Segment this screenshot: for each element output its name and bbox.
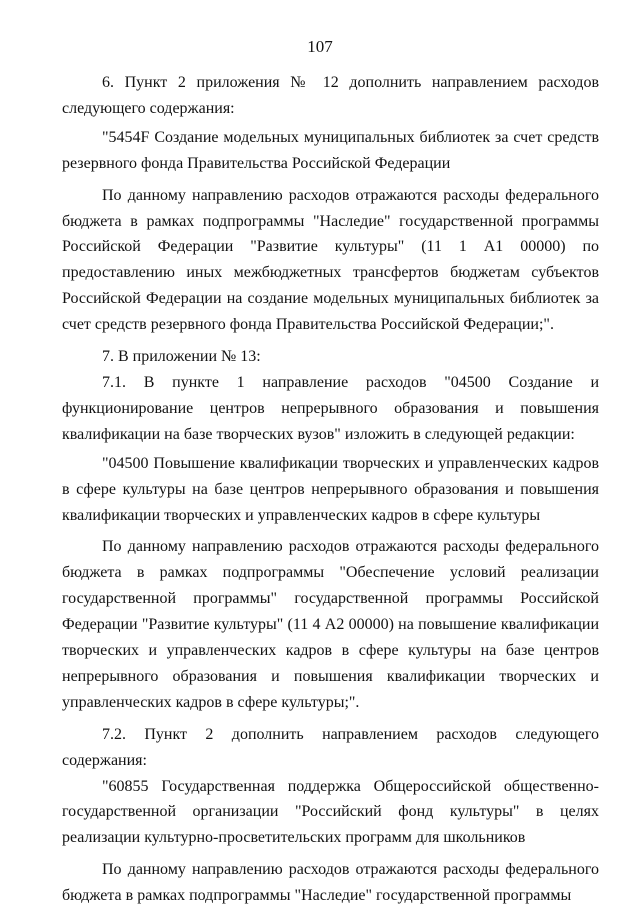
paragraph-item-7-2: 7.2. Пункт 2 дополнить направлением расходов следующего содержания: bbox=[62, 725, 599, 769]
paragraph-04500-description: По данному направлению расходов отражаются расходы федерального бюджета в рамках подпрограммы "Обеспечение условий реализации государственной программы" государственной программы Российской Федерации "Развитие культуры" (11 4 А2 00000) на повышение квалификации творческих и управленческих кадров в сфере культуры на базе центров непрерывного образования и повышения квалификации творческих и управленческих кадров в сфере культуры;". bbox=[62, 538, 599, 711]
paragraph-5454f-title: "5454F Создание модельных муниципальных библиотек за счет средств резервного фонда Правительства Российской Федерации bbox=[62, 128, 599, 172]
paragraph-5454f-description: По данному направлению расходов отражаются расходы федерального бюджета в рамках подпрограммы "Наследие" государственной программы Российской Федерации "Развитие культуры" (11 1 А1 00000) по предоставлению иных межбюджетных трансфертов бюджетам субъектов Российской Федерации на создание модельных муниципальных библиотек за счет средств резервного фонда Правительства Российской Федерации;". bbox=[62, 186, 599, 334]
paragraph-60855-title: "60855 Государственная поддержка Общероссийской общественно-государственной организации "Российский фонд культуры" в целях реализации культурно-просветительских программ для школьников bbox=[62, 777, 599, 847]
page-number: 107 bbox=[307, 37, 333, 56]
document-body bbox=[62, 70, 599, 909]
paragraph-item-7-1: 7.1. В пункте 1 направление расходов "04500 Создание и функционирование центров непрерывного образования и повышения квалификации на базе творческих вузов" изложить в следующей редакции: bbox=[62, 373, 599, 443]
paragraph-item-6: 6. Пункт 2 приложения № 12 дополнить направлением расходов следующего содержания: bbox=[62, 74, 599, 117]
paragraph-04500-title: "04500 Повышение квалификации творческих и управленческих кадров в сфере культуры на базе центров непрерывного образования и повышения квалификации творческих и управленческих кадров в сфере культуры bbox=[62, 454, 599, 524]
paragraph-60855-description: По данному направлению расходов отражаются расходы федерального бюджета в рамках подпрограммы "Наследие" государственной программы bbox=[62, 861, 599, 905]
paragraph-item-7: 7. В приложении № 13: bbox=[102, 348, 261, 366]
